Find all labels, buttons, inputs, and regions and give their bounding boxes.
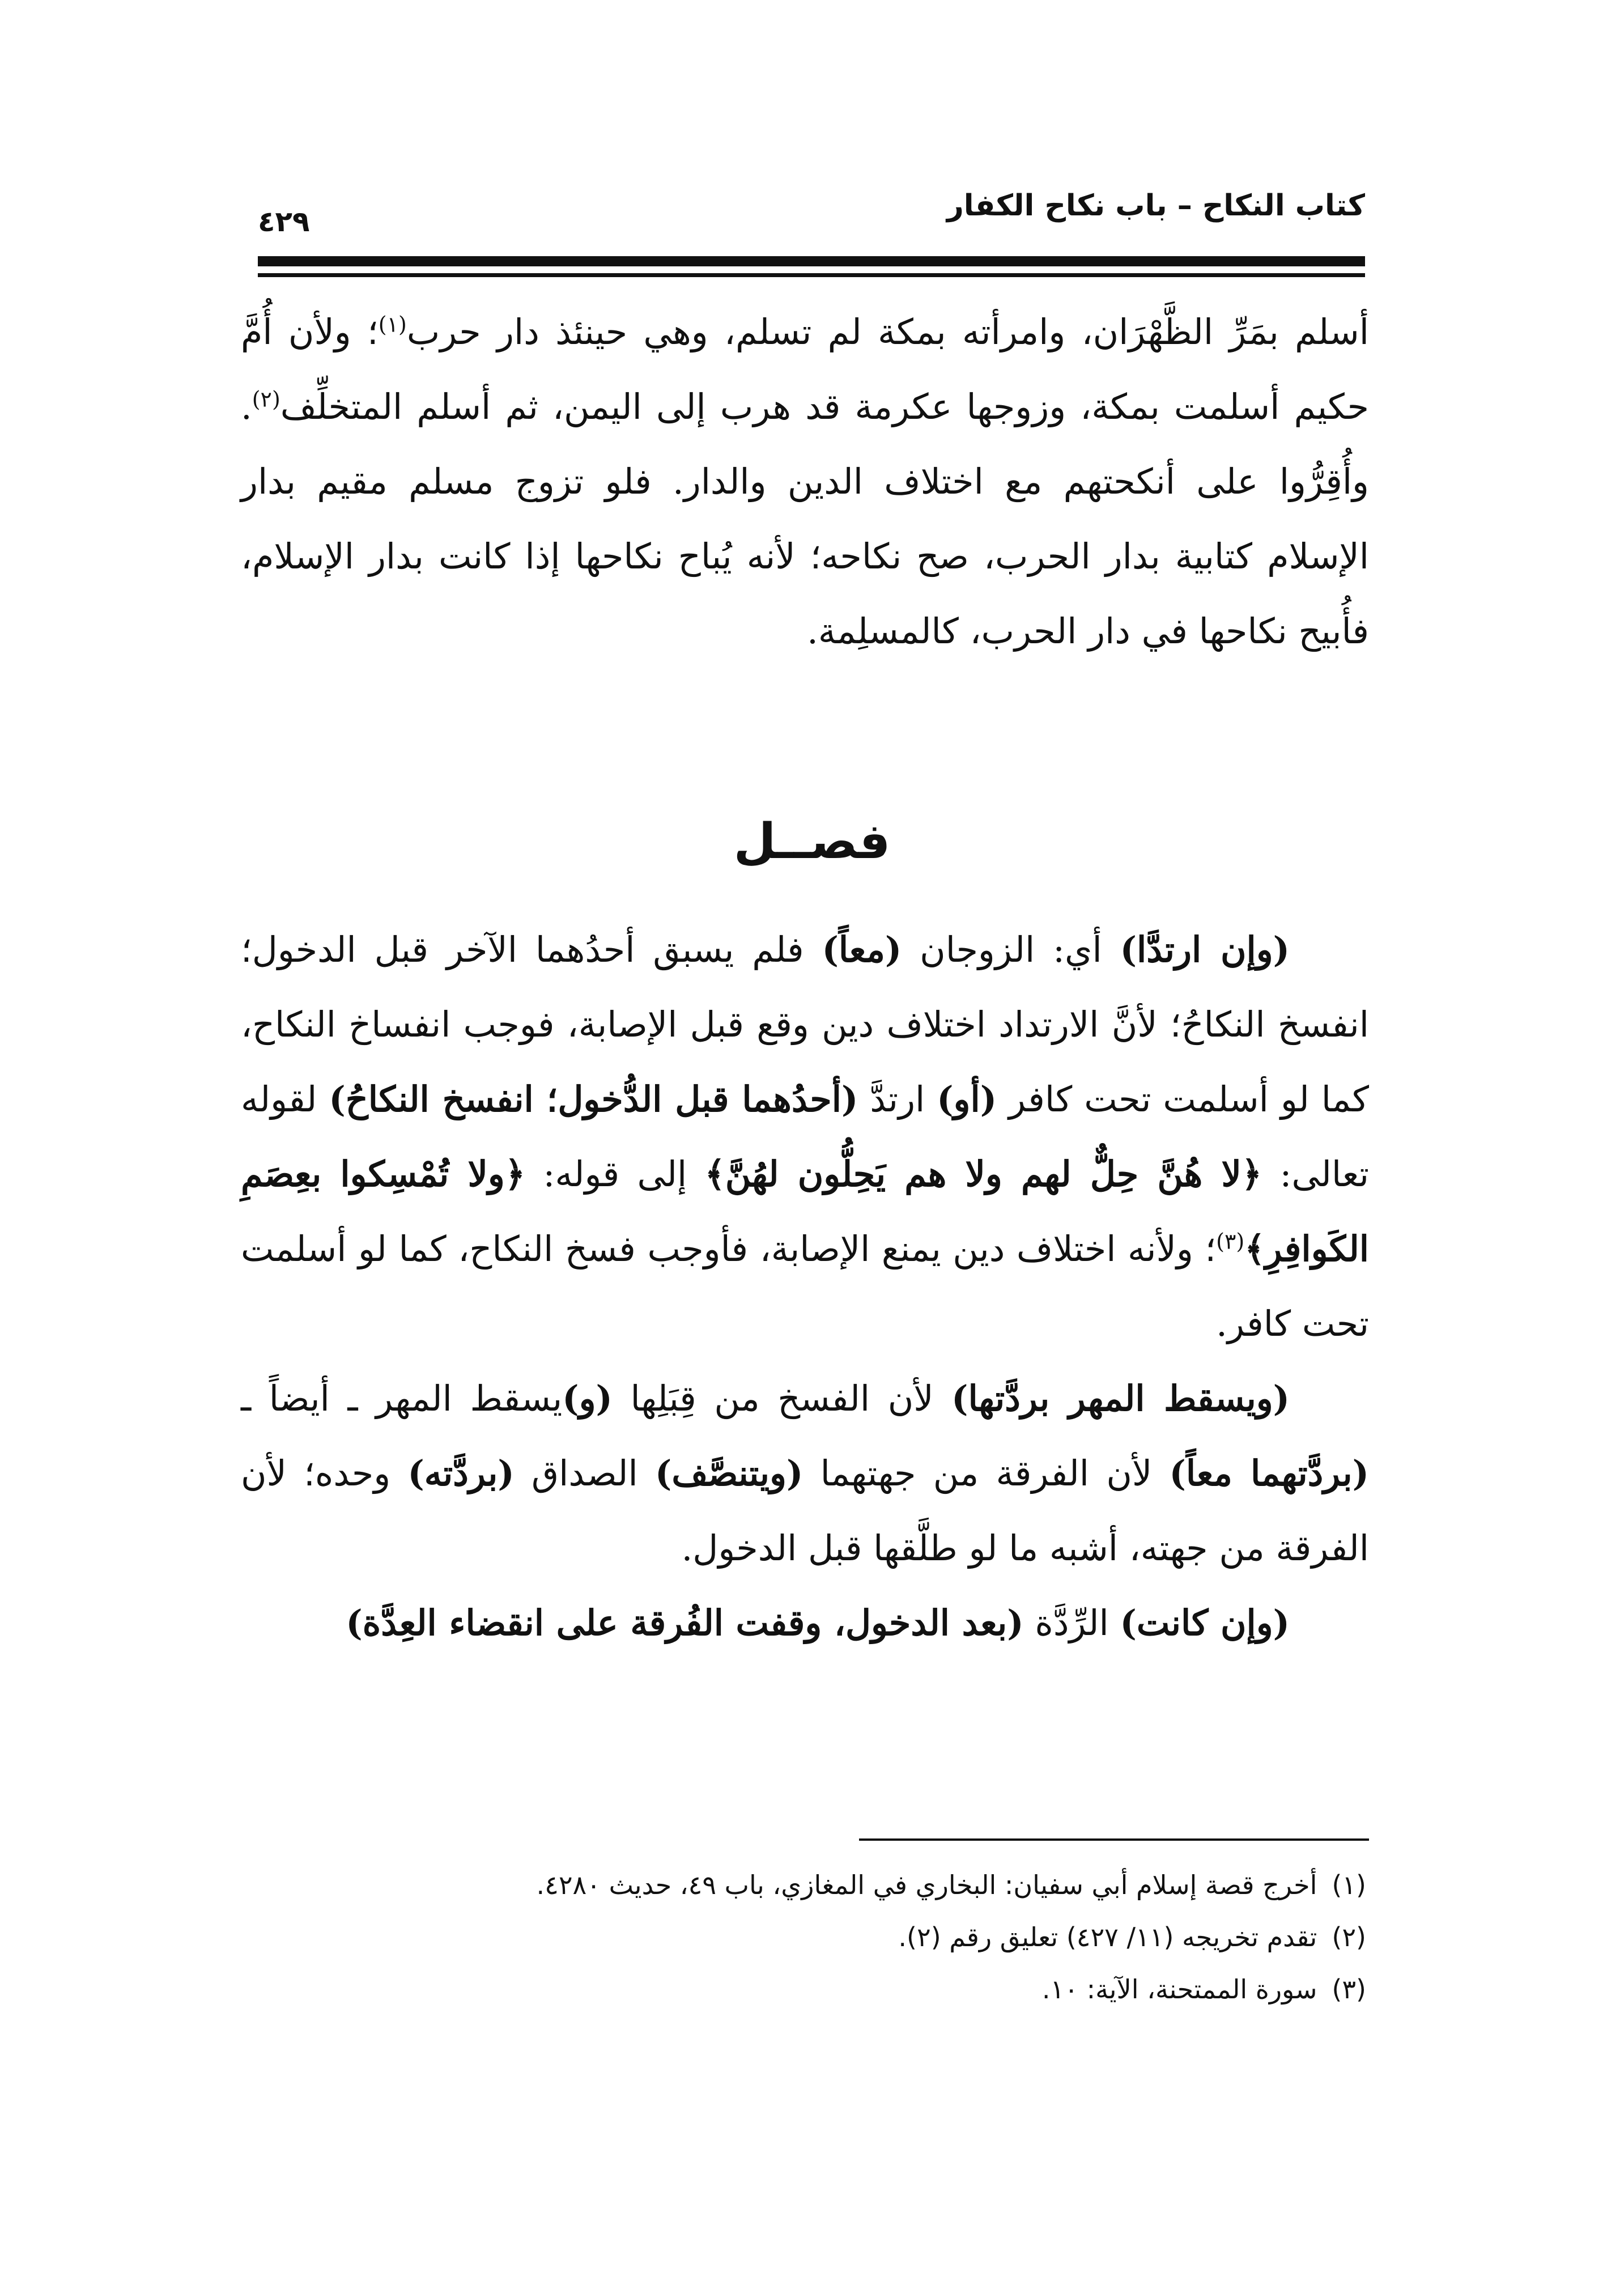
paragraph-4 [241,1586,1369,1661]
sharh-text: فلم يسبق أحدُهما الآخر قبل الدخول؛ انفسخ النكاحُ؛ لأنَّ الارتداد اختلاف دين وقع قبل الإصابة، فوجب انفساخ النكاح، كما لو أسلمت تحت كافر [241,929,1369,1120]
footnote-number: (١) [1332,1870,1366,1900]
running-header [258,180,1365,243]
body-text-top [241,295,1369,669]
matn-text: (أو) [937,1078,997,1120]
matn-text: (بردَّتهما معاً) [1169,1453,1369,1494]
matn-text: (ويسقط المهر بردَّتها) [951,1378,1290,1419]
paragraph-3 [241,1361,1369,1586]
sharh-text: يسقط المهر ـ أيضاً ـ [241,1378,563,1419]
footnote-ref-3: (٣) [1216,1229,1245,1254]
text-run: أسلم بمَرِّ الظَّهْرَان، وامرأته بمكة لم تسلم، وهي حينئذ دار حرب [406,311,1369,353]
header-rule-thick [258,256,1365,266]
footnote-2 [249,1911,1366,1963]
matn-text: (ويتنصَّف) [655,1453,804,1494]
sharh-text: أي: الزوجان [902,929,1120,970]
matn-text: (وإن ارتدَّا) [1120,929,1290,970]
paragraph-1 [241,295,1369,669]
matn-text: (أحدُهما قبل الدُّخول؛ انفسخ النكاحُ) [329,1078,858,1120]
text-run: . وأُقِرُّوا على أنكحتهم مع اختلاف الدين والدار. فلو تزوج مسلم مقيم بدار الإسلام كتابية بدار الحرب، صح نكاحه؛ لأنه يُباح نكاحها إذا كانت بدار الإسلام، فأُبيح نكاحها في دار الحرب، كالمسلِمة. [241,386,1369,652]
header-rule-thin [258,273,1365,277]
sharh-text: الرِّدَّة [1023,1602,1120,1644]
matn-text: (بعد الدخول، وقفت الفُرقة على انقضاء العِدَّة) [346,1602,1024,1644]
matn-text: (و) [562,1378,613,1419]
section-heading: فصــل [733,813,891,870]
footnote-ref-1: (١) [378,312,407,337]
book-title: كتاب النكاح – باب نكاح الكفار [946,189,1365,223]
body-text-bottom [241,912,1369,1661]
sharh-text: لقوله تعالى: [241,1078,1369,1195]
footnote-number: (٣) [1332,1974,1366,2005]
paragraph-2 [241,912,1369,1361]
footnote-1 [249,1859,1366,1911]
footnote-text: أخرج قصة إسلام أبي سفيان: البخاري في المغازي، باب ٤٩، حديث ٤٢٨٠. [536,1870,1317,1900]
sharh-text: لأن الفرقة من جهتهما [803,1453,1170,1494]
footnote-separator [859,1838,1369,1841]
quran-quote: ﴿ولا تُمْسِكوا بعِصَمِ الكَوافِرِ﴾ [241,1153,1369,1269]
matn-text: (معاً) [822,929,902,970]
sharh-text: ارتدَّ [858,1078,937,1120]
matn-text: (بردَّته) [407,1453,515,1494]
sharh-text: وحده؛ لأن الفرقة من جهته، أشبه ما لو طلَّقها قبل الدخول. [241,1453,1369,1569]
sharh-text: الصداق [514,1453,656,1494]
sharh-text: لأن الفسخ من قِبَلِها [612,1378,952,1419]
page-number: ٤٢٩ [258,205,310,238]
footnote-text: سورة الممتحنة، الآية: ١٠. [1041,1974,1317,2005]
sharh-text: إلى قوله: [525,1153,705,1195]
sharh-text: ؛ ولأنه اختلاف دين يمنع الإصابة، فأوجب فسخ النكاح، كما لو أسلمت تحت كافر. [241,1228,1369,1344]
matn-text: (وإن كانت) [1120,1602,1290,1644]
text-run: ؛ ولأن أُمَّ حكيم أسلمت بمكة، وزوجها عكرمة قد هرب إلى اليمن، ثم أسلم المتخلِّف [241,311,1369,427]
footnote-ref-2: (٢) [252,387,280,412]
footnotes [249,1859,1366,2015]
quran-quote: ﴿لا هُنَّ حِلٌّ لهم ولا هم يَحِلُّون لهُنَّ﴾ [704,1153,1262,1195]
footnote-text: تقدم تخريجه (١١/ ٤٢٧) تعليق رقم (٢). [898,1922,1317,1952]
footnote-3 [249,1963,1366,2015]
footnote-number: (٢) [1332,1922,1366,1952]
